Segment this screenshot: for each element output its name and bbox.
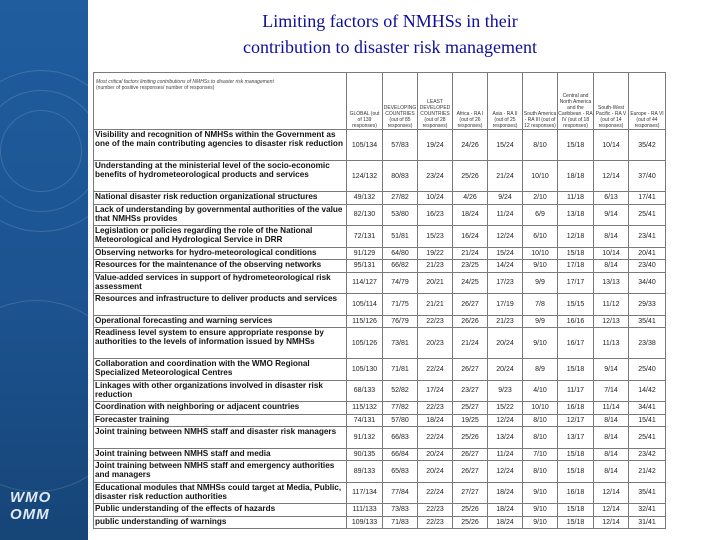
table-cell: 9/23 <box>488 380 523 402</box>
table-cell: 17/19 <box>488 294 523 316</box>
table-cell: 76/79 <box>383 315 418 328</box>
table-cell: 16/18 <box>558 402 594 415</box>
table-cell: 74/131 <box>347 414 383 427</box>
table-cell: 27/82 <box>383 192 418 205</box>
table-cell: 35/41 <box>629 482 666 504</box>
table-cell: 15/24 <box>488 247 523 260</box>
table-cell: 8/14 <box>594 427 629 449</box>
logo-line-1: WMO <box>10 489 52 506</box>
table-cell: 22/23 <box>418 402 453 415</box>
table-cell: 72/131 <box>347 226 383 248</box>
row-label: Joint training between NMHS staff and emergency authorities and managers <box>94 461 347 483</box>
table-cell: 22/23 <box>418 315 453 328</box>
row-label: Forecaster training <box>94 414 347 427</box>
table-cell: 23/24 <box>418 161 453 192</box>
table-cell: 73/81 <box>383 328 418 359</box>
table-row <box>94 482 666 504</box>
column-header: LEAST DEVELOPED COUNTRIES (out of 28 responses) <box>418 73 453 130</box>
column-header: Central and North America and the Caribbean - RA IV (out of 18 responses) <box>558 73 594 130</box>
table-cell: 22/24 <box>418 427 453 449</box>
table-cell: 71/83 <box>383 516 418 529</box>
row-label: Operational forecasting and warning services <box>94 315 347 328</box>
table-cell: 21/21 <box>418 294 453 316</box>
table-cell: 71/75 <box>383 294 418 316</box>
table-cell: 15/18 <box>558 247 594 260</box>
column-header: Europe - RA VI (out of 44 responses) <box>629 73 666 130</box>
table-cell: 8/10 <box>523 414 558 427</box>
table-cell: 16/16 <box>558 315 594 328</box>
table-cell: 35/41 <box>629 315 666 328</box>
table-cell: 115/126 <box>347 315 383 328</box>
column-header: DEVELOPING COUNTRIES (out of 85 responses) <box>383 73 418 130</box>
table-header-description <box>94 73 347 130</box>
table-cell: 11/12 <box>594 294 629 316</box>
table-row <box>94 516 666 529</box>
table-cell: 20/23 <box>418 328 453 359</box>
table-cell: 16/17 <box>558 328 594 359</box>
table-row <box>94 328 666 359</box>
table-cell: 15/24 <box>488 130 523 161</box>
page-title <box>160 8 620 60</box>
table-cell: 23/41 <box>629 226 666 248</box>
row-label: Readiness level system to ensure appropriate response by authorities to the levels of information issued by NMHSs <box>94 328 347 359</box>
row-label: Resources and infrastructure to deliver products and services <box>94 294 347 316</box>
table-cell: 12/14 <box>594 161 629 192</box>
header-subtitle: (number of positive responses/ number of responses) <box>96 85 215 91</box>
table-cell: 22/23 <box>418 516 453 529</box>
table-cell: 114/127 <box>347 272 383 294</box>
table-cell: 31/41 <box>629 516 666 529</box>
table-cell: 20/24 <box>418 461 453 483</box>
table-cell: 117/134 <box>347 482 383 504</box>
table-row <box>94 161 666 192</box>
table-cell: 9/24 <box>488 192 523 205</box>
table-cell: 16/24 <box>453 226 488 248</box>
row-label: Lack of understanding by governmental authorities of the value that NMHSs provides <box>94 204 347 226</box>
table-row <box>94 504 666 517</box>
table-cell: 12/13 <box>594 315 629 328</box>
table-cell: 9/14 <box>594 204 629 226</box>
table-row <box>94 272 666 294</box>
table-cell: 7/10 <box>523 448 558 461</box>
table-cell: 29/33 <box>629 294 666 316</box>
table-cell: 10/10 <box>523 402 558 415</box>
table-cell: 16/23 <box>418 204 453 226</box>
table-row <box>94 402 666 415</box>
table-cell: 12/24 <box>488 461 523 483</box>
table-cell: 11/14 <box>594 402 629 415</box>
table-cell: 9/10 <box>523 260 558 273</box>
table-row <box>94 380 666 402</box>
table-cell: 2/10 <box>523 192 558 205</box>
table-cell: 25/41 <box>629 204 666 226</box>
table-row <box>94 226 666 248</box>
table-cell: 15/18 <box>558 516 594 529</box>
table-cell: 12/24 <box>488 414 523 427</box>
table-cell: 26/27 <box>453 461 488 483</box>
table-cell: 37/40 <box>629 161 666 192</box>
table-cell: 12/17 <box>558 414 594 427</box>
table-cell: 105/130 <box>347 359 383 381</box>
table-cell: 22/24 <box>418 359 453 381</box>
table-cell: 11/18 <box>558 192 594 205</box>
row-label: Visibility and recognition of NMHSs within the Government as one of the main contributing agencies to disaster risk reduction <box>94 130 347 161</box>
table-cell: 8/9 <box>523 359 558 381</box>
row-label: Joint training between NMHS staff and media <box>94 448 347 461</box>
table-cell: 15/18 <box>558 448 594 461</box>
table-cell: 89/133 <box>347 461 383 483</box>
table-cell: 9/14 <box>594 359 629 381</box>
table-cell: 71/81 <box>383 359 418 381</box>
table-cell: 26/27 <box>453 294 488 316</box>
table-cell: 34/41 <box>629 402 666 415</box>
table-cell: 17/24 <box>418 380 453 402</box>
table-cell: 109/133 <box>347 516 383 529</box>
decorative-circle <box>0 300 88 492</box>
table-cell: 20/41 <box>629 247 666 260</box>
table-cell: 82/130 <box>347 204 383 226</box>
table-cell: 26/27 <box>453 359 488 381</box>
column-header: Asia - RA II (out of 25 responses) <box>488 73 523 130</box>
row-label: public understanding of warnings <box>94 516 347 529</box>
table-header-row <box>94 73 666 130</box>
column-header: South-West Pacific - RA V (out of 14 responses) <box>594 73 629 130</box>
logo-line-2: OMM <box>10 506 50 523</box>
table-cell: 15/15 <box>558 294 594 316</box>
table-cell: 8/10 <box>523 427 558 449</box>
table-cell: 25/26 <box>453 427 488 449</box>
table-cell: 105/134 <box>347 130 383 161</box>
table-cell: 74/79 <box>383 272 418 294</box>
table-cell: 15/41 <box>629 414 666 427</box>
table-cell: 19/25 <box>453 414 488 427</box>
table-row <box>94 204 666 226</box>
table-cell: 9/10 <box>523 504 558 517</box>
table-cell: 26/27 <box>453 448 488 461</box>
table-row <box>94 260 666 273</box>
table-cell: 21/23 <box>488 315 523 328</box>
column-header: South America - RA III (out of 12 responses) <box>523 73 558 130</box>
table-cell: 124/132 <box>347 161 383 192</box>
table-cell: 18/24 <box>488 516 523 529</box>
table-cell: 66/83 <box>383 427 418 449</box>
table-cell: 23/38 <box>629 328 666 359</box>
table-cell: 8/14 <box>594 461 629 483</box>
table-cell: 25/26 <box>453 504 488 517</box>
row-label: Value-added services in support of hydrometeorological risk assessment <box>94 272 347 294</box>
table-cell: 91/129 <box>347 247 383 260</box>
table-body <box>94 130 666 529</box>
table-cell: 105/126 <box>347 328 383 359</box>
table-cell: 18/24 <box>418 414 453 427</box>
table-cell: 18/24 <box>488 504 523 517</box>
table-cell: 15/18 <box>558 504 594 517</box>
table-cell: 32/41 <box>629 504 666 517</box>
table-row <box>94 461 666 483</box>
table-cell: 14/42 <box>629 380 666 402</box>
table-cell: 21/24 <box>453 247 488 260</box>
table-cell: 21/24 <box>488 161 523 192</box>
wmo-logo <box>10 489 51 523</box>
table-cell: 23/42 <box>629 448 666 461</box>
table-cell: 16/18 <box>558 482 594 504</box>
table-cell: 20/24 <box>418 448 453 461</box>
table-cell: 49/132 <box>347 192 383 205</box>
row-label: Joint training between NMHS staff and disaster risk managers <box>94 427 347 449</box>
table-row <box>94 359 666 381</box>
table-cell: 17/18 <box>558 260 594 273</box>
table-row <box>94 130 666 161</box>
title-line-2: contribution to disaster risk management <box>243 37 537 57</box>
table-cell: 26/26 <box>453 315 488 328</box>
table-cell: 77/82 <box>383 402 418 415</box>
row-label: Collaboration and coordination with the WMO Regional Specialized Meteorological Centres <box>94 359 347 381</box>
title-line-1: Limiting factors of NMHSs in their <box>262 11 518 31</box>
row-label: Coordination with neighboring or adjacent countries <box>94 402 347 415</box>
table-cell: 10/14 <box>594 130 629 161</box>
row-label: Resources for the maintenance of the observing networks <box>94 260 347 273</box>
row-label: Linkages with other organizations involved in disaster risk reduction <box>94 380 347 402</box>
row-label: Observing networks for hydro-meteorological conditions <box>94 247 347 260</box>
table-cell: 15/18 <box>558 461 594 483</box>
table-cell: 15/22 <box>488 402 523 415</box>
table-cell: 18/24 <box>453 204 488 226</box>
table-cell: 11/24 <box>488 448 523 461</box>
table-cell: 19/24 <box>418 130 453 161</box>
table-cell: 57/83 <box>383 130 418 161</box>
table-cell: 68/133 <box>347 380 383 402</box>
table-cell: 10/10 <box>523 161 558 192</box>
table-cell: 25/40 <box>629 359 666 381</box>
table-cell: 13/17 <box>558 427 594 449</box>
row-label: Public understanding of the effects of hazards <box>94 504 347 517</box>
table-cell: 105/114 <box>347 294 383 316</box>
table-cell: 95/131 <box>347 260 383 273</box>
table-cell: 12/24 <box>488 226 523 248</box>
table-row <box>94 448 666 461</box>
table-cell: 25/26 <box>453 516 488 529</box>
table-cell: 12/14 <box>594 516 629 529</box>
factors-table <box>93 72 666 529</box>
table-cell: 4/10 <box>523 380 558 402</box>
table-cell: 10/10 <box>523 247 558 260</box>
table-cell: 23/40 <box>629 260 666 273</box>
table-cell: 23/25 <box>453 260 488 273</box>
table-cell: 9/10 <box>523 516 558 529</box>
table-row <box>94 192 666 205</box>
table-cell: 13/13 <box>594 272 629 294</box>
table-cell: 91/132 <box>347 427 383 449</box>
table-cell: 8/14 <box>594 414 629 427</box>
table-cell: 13/24 <box>488 427 523 449</box>
table-cell: 21/42 <box>629 461 666 483</box>
row-label: Understanding at the ministerial level of the socio-economic benefits of hydrometeorological products and services <box>94 161 347 192</box>
table-cell: 66/82 <box>383 260 418 273</box>
table-cell: 18/18 <box>558 161 594 192</box>
table-cell: 9/9 <box>523 315 558 328</box>
table-cell: 11/17 <box>558 380 594 402</box>
table-row <box>94 294 666 316</box>
table-cell: 52/82 <box>383 380 418 402</box>
table-cell: 22/23 <box>418 504 453 517</box>
table-cell: 21/24 <box>453 328 488 359</box>
sidebar-band <box>0 0 88 540</box>
table-cell: 6/10 <box>523 226 558 248</box>
table-cell: 6/9 <box>523 204 558 226</box>
table-cell: 8/14 <box>594 260 629 273</box>
table-cell: 115/132 <box>347 402 383 415</box>
table-cell: 10/24 <box>418 192 453 205</box>
table-cell: 25/26 <box>453 161 488 192</box>
table-cell: 73/83 <box>383 504 418 517</box>
table-cell: 80/83 <box>383 161 418 192</box>
table-cell: 17/17 <box>558 272 594 294</box>
table-cell: 14/24 <box>488 260 523 273</box>
table-cell: 20/21 <box>418 272 453 294</box>
table-row <box>94 414 666 427</box>
row-label: Educational modules that NMHSs could target at Media, Public, disaster risk reduction authorities <box>94 482 347 504</box>
table-cell: 25/27 <box>453 402 488 415</box>
table-cell: 11/13 <box>594 328 629 359</box>
table-cell: 13/18 <box>558 204 594 226</box>
table-cell: 7/8 <box>523 294 558 316</box>
table-cell: 8/10 <box>523 461 558 483</box>
table-cell: 22/24 <box>418 482 453 504</box>
table-cell: 20/24 <box>488 359 523 381</box>
table-cell: 65/83 <box>383 461 418 483</box>
table-cell: 15/18 <box>558 130 594 161</box>
table-cell: 8/14 <box>594 448 629 461</box>
table-cell: 57/80 <box>383 414 418 427</box>
table-cell: 35/42 <box>629 130 666 161</box>
table-cell: 27/27 <box>453 482 488 504</box>
table-cell: 19/22 <box>418 247 453 260</box>
table-cell: 4/26 <box>453 192 488 205</box>
table-row <box>94 247 666 260</box>
table-row <box>94 427 666 449</box>
table-cell: 8/10 <box>523 130 558 161</box>
table-cell: 64/80 <box>383 247 418 260</box>
table-cell: 17/41 <box>629 192 666 205</box>
row-label: National disaster risk reduction organizational structures <box>94 192 347 205</box>
table-cell: 8/14 <box>594 226 629 248</box>
factors-table-container <box>93 72 665 526</box>
decorative-circle <box>0 110 82 192</box>
table-row <box>94 315 666 328</box>
table-cell: 15/23 <box>418 226 453 248</box>
table-cell: 77/84 <box>383 482 418 504</box>
table-cell: 23/27 <box>453 380 488 402</box>
table-cell: 15/18 <box>558 359 594 381</box>
column-header: GLOBAL (out of 139 responses) <box>347 73 383 130</box>
header-title: Most critical factors limiting contributions of NMHSs to disaster risk management <box>96 79 274 85</box>
table-cell: 20/24 <box>488 328 523 359</box>
table-cell: 12/14 <box>594 504 629 517</box>
table-cell: 18/24 <box>488 482 523 504</box>
table-cell: 9/10 <box>523 328 558 359</box>
table-cell: 24/26 <box>453 130 488 161</box>
table-cell: 25/41 <box>629 427 666 449</box>
table-cell: 12/18 <box>558 226 594 248</box>
table-cell: 66/84 <box>383 448 418 461</box>
table-cell: 51/81 <box>383 226 418 248</box>
table-cell: 10/14 <box>594 247 629 260</box>
table-cell: 6/13 <box>594 192 629 205</box>
table-cell: 9/10 <box>523 482 558 504</box>
table-cell: 21/23 <box>418 260 453 273</box>
table-cell: 34/40 <box>629 272 666 294</box>
table-cell: 12/14 <box>594 482 629 504</box>
table-cell: 17/23 <box>488 272 523 294</box>
table-cell: 24/25 <box>453 272 488 294</box>
table-cell: 111/133 <box>347 504 383 517</box>
table-cell: 11/24 <box>488 204 523 226</box>
column-header: Africa - RA I (out of 26 responses) <box>453 73 488 130</box>
table-cell: 9/9 <box>523 272 558 294</box>
row-label: Legislation or policies regarding the role of the National Meteorological and Hydrological Service in DRR <box>94 226 347 248</box>
table-cell: 90/135 <box>347 448 383 461</box>
table-cell: 53/80 <box>383 204 418 226</box>
table-cell: 7/14 <box>594 380 629 402</box>
